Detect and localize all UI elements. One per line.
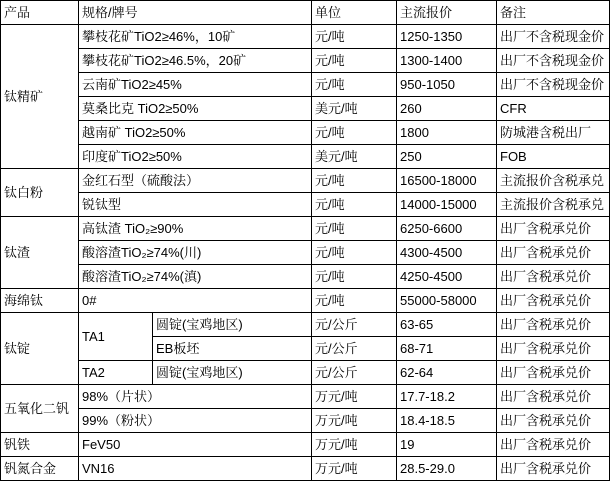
spec-cell: 98%（片状）	[79, 385, 312, 409]
table-body	[1, 1, 610, 481]
price-cell: 4300-4500	[397, 241, 497, 265]
unit-cell: 元/吨	[312, 73, 397, 97]
spec-cell: 莫桑比克 TiO2≥50%	[79, 97, 312, 121]
note-cell: 出厂不含税现金价	[497, 49, 610, 73]
note-cell: 主流报价含税承兑	[497, 169, 610, 193]
category-cell: 海绵钛	[1, 289, 79, 313]
price-cell: 19	[397, 433, 497, 457]
header-cell-unit: 单位	[312, 1, 397, 25]
category-cell: 五氧化二钒	[1, 385, 79, 433]
price-cell: 1800	[397, 121, 497, 145]
table-header-row	[1, 1, 610, 25]
category-cell: 钒铁	[1, 433, 79, 457]
note-cell: 出厂不含税现金价	[497, 25, 610, 49]
table-row	[1, 289, 610, 313]
unit-cell: 元/公斤	[312, 337, 397, 361]
unit-cell: 万元/吨	[312, 433, 397, 457]
price-cell: 62-64	[397, 361, 497, 385]
price-cell: 63-65	[397, 313, 497, 337]
table-row	[1, 97, 610, 121]
unit-cell: 元/公斤	[312, 361, 397, 385]
table-row	[1, 433, 610, 457]
spec-cell: 攀枝花矿TiO2≥46%，10矿	[79, 25, 312, 49]
spec-cell: EB板坯	[153, 337, 312, 361]
unit-cell: 元/吨	[312, 217, 397, 241]
spec-cell: FeV50	[79, 433, 312, 457]
price-cell: 28.5-29.0	[397, 457, 497, 481]
price-cell: 18.4-18.5	[397, 409, 497, 433]
category-cell: 钛渣	[1, 217, 79, 289]
note-cell: CFR	[497, 97, 610, 121]
note-cell: 出厂含税承兑价	[497, 409, 610, 433]
price-cell: 68-71	[397, 337, 497, 361]
note-cell: 出厂含税承兑价	[497, 313, 610, 337]
table-row	[1, 25, 610, 49]
price-cell: 1250-1350	[397, 25, 497, 49]
price-cell: 250	[397, 145, 497, 169]
note-cell: 出厂含税承兑价	[497, 457, 610, 481]
unit-cell: 元/吨	[312, 49, 397, 73]
spec-cell: 0#	[79, 289, 312, 313]
table-row	[1, 313, 610, 337]
header-cell-product: 产品	[1, 1, 79, 25]
table-row	[1, 49, 610, 73]
unit-cell: 美元/吨	[312, 97, 397, 121]
note-cell: 出厂含税承兑价	[497, 433, 610, 457]
table-row	[1, 145, 610, 169]
price-cell: 1300-1400	[397, 49, 497, 73]
table-row	[1, 217, 610, 241]
price-cell: 6250-6600	[397, 217, 497, 241]
note-cell: 出厂不含税现金价	[497, 73, 610, 97]
table-row	[1, 121, 610, 145]
table-row	[1, 265, 610, 289]
category-cell: 钒氮合金	[1, 457, 79, 481]
table-row	[1, 193, 610, 217]
spec-cell: 越南矿 TiO2≥50%	[79, 121, 312, 145]
header-cell-price: 主流报价	[397, 1, 497, 25]
grade-cell: TA2	[79, 361, 153, 385]
table-row	[1, 385, 610, 409]
note-cell: 出厂含税承兑价	[497, 265, 610, 289]
unit-cell: 元/吨	[312, 265, 397, 289]
spec-cell: 圆锭(宝鸡地区)	[153, 361, 312, 385]
spec-cell: 攀枝花矿TiO2≥46.5%，20矿	[79, 49, 312, 73]
spec-cell: 圆锭(宝鸡地区)	[153, 313, 312, 337]
grade-cell: TA1	[79, 313, 153, 361]
spec-cell: 印度矿TiO2≥50%	[79, 145, 312, 169]
unit-cell: 元/吨	[312, 289, 397, 313]
price-cell: 950-1050	[397, 73, 497, 97]
spec-cell: 云南矿TiO2≥45%	[79, 73, 312, 97]
note-cell: 主流报价含税承兑	[497, 193, 610, 217]
spec-cell: 高钛渣 TiO₂≥90%	[79, 217, 312, 241]
note-cell: 防城港含税出厂	[497, 121, 610, 145]
table-row	[1, 457, 610, 481]
note-cell: 出厂含税承兑价	[497, 385, 610, 409]
price-cell: 17.7-18.2	[397, 385, 497, 409]
unit-cell: 万元/吨	[312, 457, 397, 481]
category-cell: 钛白粉	[1, 169, 79, 217]
note-cell: 出厂含税承兑价	[497, 337, 610, 361]
header-cell-note: 备注	[497, 1, 610, 25]
price-cell: 14000-15000	[397, 193, 497, 217]
unit-cell: 元/吨	[312, 121, 397, 145]
spec-cell: 酸溶渣TiO₂≥74%(川)	[79, 241, 312, 265]
unit-cell: 万元/吨	[312, 409, 397, 433]
unit-cell: 美元/吨	[312, 145, 397, 169]
unit-cell: 元/公斤	[312, 313, 397, 337]
spec-cell: 金红石型（硫酸法）	[79, 169, 312, 193]
unit-cell: 元/吨	[312, 241, 397, 265]
price-cell: 260	[397, 97, 497, 121]
spec-cell: 99%（粉状）	[79, 409, 312, 433]
category-cell: 钛精矿	[1, 25, 79, 169]
spec-cell: VN16	[79, 457, 312, 481]
price-cell: 55000-58000	[397, 289, 497, 313]
note-cell: 出厂含税承兑价	[497, 217, 610, 241]
header-cell-spec: 规格/牌号	[79, 1, 312, 25]
unit-cell: 元/吨	[312, 193, 397, 217]
table-row	[1, 361, 610, 385]
spec-cell: 酸溶渣TiO₂≥74%(滇)	[79, 265, 312, 289]
table-row	[1, 73, 610, 97]
price-cell: 4250-4500	[397, 265, 497, 289]
table-row	[1, 241, 610, 265]
note-cell: 出厂含税承兑价	[497, 361, 610, 385]
table-row	[1, 409, 610, 433]
note-cell: 出厂含税承兑价	[497, 241, 610, 265]
category-cell: 钛锭	[1, 313, 79, 385]
note-cell: 出厂含税承兑价	[497, 289, 610, 313]
unit-cell: 元/吨	[312, 25, 397, 49]
table-row	[1, 169, 610, 193]
unit-cell: 元/吨	[312, 169, 397, 193]
note-cell: FOB	[497, 145, 610, 169]
spec-cell: 锐钛型	[79, 193, 312, 217]
unit-cell: 万元/吨	[312, 385, 397, 409]
price-cell: 16500-18000	[397, 169, 497, 193]
